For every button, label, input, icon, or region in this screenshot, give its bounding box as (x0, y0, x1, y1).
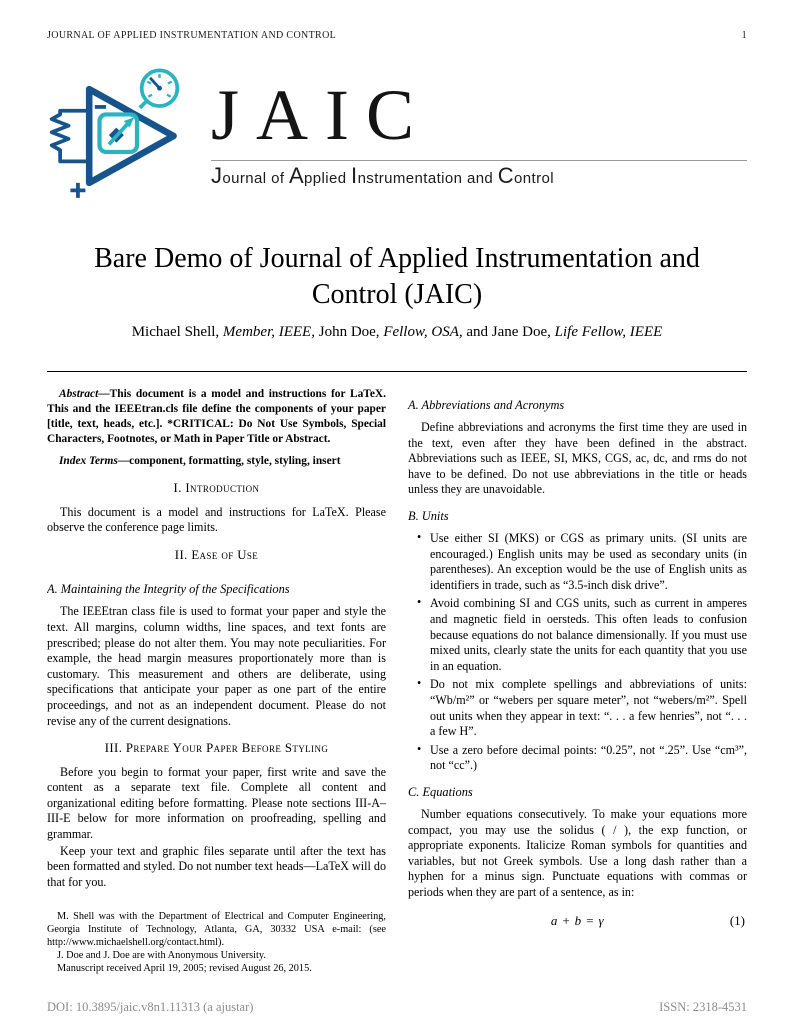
footnote-manuscript-dates: Manuscript received April 19, 2005; revised August 26, 2015. (57, 963, 312, 975)
equation-1 (408, 913, 747, 930)
bullet-item: • Do not mix complete spellings and abbreviations of units: “Wb/m²” or “webers per square meter”, not “webers/m²”. Spell out units when they appear in text: “. . . a few henries”, not “. . . a few H”. (417, 677, 747, 739)
equation-body: a + b = γ (550, 912, 605, 928)
logo-subtitle-text: pplied (304, 170, 352, 187)
paragraph-abbreviations: Define abbreviations and acronyms the first time they are used in the text, even after they have been defined in the abstract. Abbreviations such as IEEE, SI, MKS, CGS, ac, dc, and rms do not have to be defined. Do not use abbreviations in the title or heads unless they are unavoidable. (408, 420, 747, 497)
author-affiliation: Life Fellow, IEEE (554, 324, 663, 341)
logo-text (211, 65, 747, 189)
page-number: 1 (741, 30, 747, 41)
logo-acronym: JAIC (211, 75, 432, 155)
resistor-icon (52, 111, 90, 162)
issn-text: ISSN: 2318-4531 (659, 1000, 747, 1014)
plus-input-icon (70, 183, 85, 198)
author-name: John Doe, (314, 324, 384, 341)
title-divider-rule (47, 371, 747, 372)
footnote-shell-affiliation: M. Shell was with the Department of Electrical and Computer Engineering, Georgia Institute of Technology, Atlanta, GA, 30332 USA e-mail: (see http://www.michaelshell.org/contact.html). (47, 910, 386, 948)
logo-subtitle-cap: I (351, 163, 358, 188)
paragraph-equations: Number equations consecutively. To make your equations more compact, you may use the solidus ( / ), the exp function, or appropriate exponents. Italicize Roman symbols for quantities and variables, but not Greek symbols. Use a long dash rather than a hyphen for a minus sign. Punctuate equations with commas or periods when they are part of a sentence, as in: (408, 806, 747, 899)
logo-subtitle-cap: J (211, 163, 223, 188)
gauge-icon (140, 70, 178, 108)
doi-text: DOI: 10.3895/jaic.v8n1.11313 (a ajustar) (47, 1000, 254, 1014)
logo-subtitle-cap: A (288, 163, 305, 188)
abstract-text: —This document is a model and instructions for LaTeX. This and the IEEEtran.cls file define the components of your paper [title, text, heads, etc.]. *CRITICAL: Do Not Use Symbols, Special Characters, Footnotes, or Math in Paper Title or Abstract. (47, 388, 386, 445)
paper-title: Bare Demo of Journal of Applied Instrumentation and Control (JAIC) (94, 243, 700, 310)
subsection-heading-abbreviations: A. Abbreviations and Acronyms (408, 398, 565, 413)
author-affiliation: Member, IEEE, (222, 324, 315, 341)
bullet-item: • Avoid combining SI and CGS units, such as current in amperes and magnetic field in oersteds. This often leads to confusion because equations do not balance dimensionally. If you must use mixed units, clearly state the units for each quantity that you use in an equation. (417, 596, 747, 674)
subsection-heading-maintaining-integrity: A. Maintaining the Integrity of the Specifications (47, 582, 290, 597)
author-affiliation: Fellow, OSA, (383, 324, 463, 341)
abstract-lead: Abstract (59, 388, 99, 401)
abstract (47, 387, 386, 446)
article-body (47, 387, 747, 975)
index-terms-text: —component, formatting, style, styling, insert (117, 455, 341, 468)
logo-subtitle (211, 163, 747, 189)
left-column (47, 387, 386, 975)
units-bullet-list (408, 531, 747, 774)
logo-subtitle-text: nstrumentation and (357, 170, 498, 187)
logo-rule (211, 160, 747, 161)
footnote-doe-affiliation: J. Doe and J. Doe are with Anonymous University. (57, 949, 266, 961)
section-heading-introduction: I. Introduction (173, 481, 260, 496)
bullet-item: • Use either SI (MKS) or CGS as primary units. (SI units are encouraged.) English units may be used as secondary units (in parentheses). An exception would be the use of English units as identifiers in trade, such as “3.5-inch disk drive”. (417, 531, 747, 593)
running-header-journal: JOURNAL OF APPLIED INSTRUMENTATION AND CONTROL (47, 30, 337, 41)
index-terms-lead: Index Terms (59, 455, 118, 468)
subsection-heading-units: B. Units (408, 509, 449, 524)
author-line (47, 324, 747, 341)
author-name: Michael Shell, (131, 324, 223, 341)
section-heading-prepare-paper: III. Prepare Your Paper Before Styling (104, 741, 329, 756)
logo-subtitle-text: ontrol (514, 170, 554, 187)
index-terms (47, 454, 386, 469)
running-header (47, 0, 747, 41)
right-column (408, 387, 747, 975)
section-heading-ease-of-use: II. Ease of Use (174, 547, 259, 562)
paragraph-maintaining-integrity: The IEEEtran class file is used to format your paper and style the text. All margins, column widths, line spaces, and text fonts are prescribed; please do not alter them. You may note peculiarities. For example, the head margin measures proportionately more than is customary. This measurement and others are deliberate, using specifications that anticipate your paper as one part of the entire proceedings, and not as an independent document. Please do not revise any of the current designations. (47, 604, 386, 728)
equation-number: (1) (729, 912, 745, 928)
author-footnotes (47, 902, 386, 975)
logo-subtitle-cap: C (497, 163, 515, 188)
paragraph-prepare-1: Before you begin to format your paper, first write and save the content as a separate text file. Complete all content and organizational editing before formatting. Please note sections III-A–III-E below for more information on proofreading, spelling and grammar. (47, 764, 386, 842)
subsection-heading-equations: C. Equations (408, 784, 473, 799)
paragraph-prepare-2: Keep your text and graphic files separate until after the text has been formatted and styled. Do not number text heads—LaTeX will do that for you. (47, 843, 386, 889)
page-footer (47, 1000, 747, 1015)
jaic-logo-icon (47, 65, 197, 207)
bullet-item: • Use a zero before decimal points: “0.25”, not “.25”. Use “cm³”, not “cc”.) (417, 743, 747, 774)
journal-logo (47, 65, 747, 215)
author-name: and Jane Doe, (462, 324, 555, 341)
logo-subtitle-text: ournal of (222, 170, 289, 187)
paragraph-introduction: This document is a model and instructions for LaTeX. Please observe the conference page limits. (47, 504, 386, 535)
